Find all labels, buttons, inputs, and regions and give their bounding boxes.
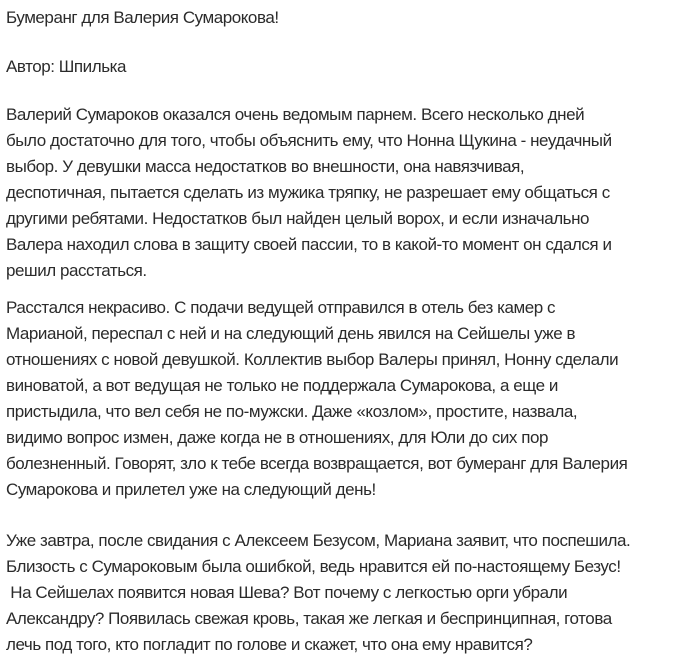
text-line: Сумарокова и прилетел уже на следующий день! [6,480,376,499]
text-line: Валерий Сумароков оказался очень ведомым парнем. Всего несколько дней [6,105,585,124]
text-line: Близость с Сумароковым была ошибкой, ведь нравится ей по-настоящему Безус! [6,557,621,576]
text-line: На Сейшелах появится новая Шева? Вот почему с легкостью орги убрали [6,583,568,602]
text-line: решил расстаться. [6,261,147,280]
text-line: отношениях с новой девушкой. Коллектив выбор Валеры принял, Нонну сделали [6,350,619,369]
text-line: видимо вопрос измен, даже когда не в отношениях, для Юли до сих пор [6,428,549,447]
text-line: было достаточно для того, чтобы объяснить ему, что Нонна Щукина - неудачный [6,131,612,150]
text-line: Уже завтра, после свидания с Алексеем Безусом, Мариана заявит, что поспешила. [6,531,631,550]
text-line: Александру? Появилась свежая кровь, такая же легкая и беспринципная, готова [6,609,612,628]
text-line: болезненный. Говорят, зло к тебе всегда возвращается, вот бумеранг для Валерия [6,454,628,473]
text-line: Расстался некрасиво. С подачи ведущей отправился в отель без камер с [6,298,556,317]
text-line: Марианой, переспал с ней и на следующий день явился на Сейшелы уже в [6,324,576,343]
paragraph-1 [6,102,612,284]
text-line: деспотичная, пытается сделать из мужика тряпку, не разрешает ему общаться с [6,183,610,202]
text-line: Валера находил слова в защиту своей пассии, то в какой-то момент он сдался и [6,235,612,254]
text-line: другими ребятами. Недостатков был найден целый ворох, и если изначально [6,209,590,228]
paragraph-2 [6,295,627,503]
text-line: выбор. У девушки масса недостатков во внешности, она навязчивая, [6,157,525,176]
paragraph-3 [6,528,630,658]
text-line: лечь под того, кто погладит по голове и скажет, что она ему нравится? [6,635,533,654]
text-line: пристыдила, что вел себя не по-мужски. Даже «козлом», простите, назвала, [6,402,578,421]
article-title: Бумеранг для Валерия Сумарокова! [6,8,279,27]
article-author: Автор: Шпилька [6,57,126,76]
text-line: виноватой, а вот ведущая не только не поддержала Сумарокова, а еще и [6,376,558,395]
